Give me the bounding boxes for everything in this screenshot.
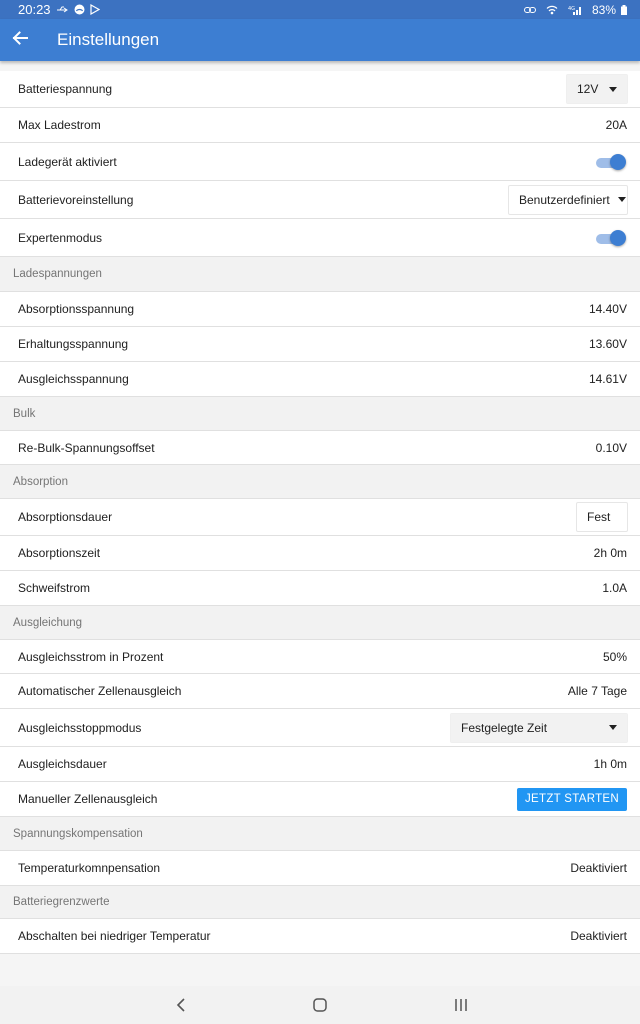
section-header-spannungskompensation: Spannungskompensation bbox=[0, 817, 640, 851]
usb-icon bbox=[57, 6, 69, 14]
hotspot-icon bbox=[546, 5, 558, 15]
row-absorptionszeit[interactable] bbox=[0, 536, 640, 571]
svg-text:4G: 4G bbox=[567, 5, 576, 12]
row-label: Absorptionszeit bbox=[18, 546, 101, 560]
row-batteriespannung bbox=[0, 71, 640, 108]
play-store-icon bbox=[90, 4, 100, 15]
chevron-down-icon bbox=[618, 197, 626, 202]
page-title: Einstellungen bbox=[57, 30, 160, 49]
row-erhaltungsspannung[interactable] bbox=[0, 327, 640, 362]
dropdown-value: Festgelegte Zeit bbox=[461, 720, 548, 735]
ausgleichsstoppmodus-dropdown[interactable] bbox=[450, 713, 628, 743]
row-max-ladestrom[interactable] bbox=[0, 108, 640, 143]
row-value: 50% bbox=[602, 649, 627, 664]
home-nav-icon[interactable] bbox=[310, 995, 330, 1015]
row-value: 14.61V bbox=[588, 372, 627, 386]
row-value: 0.10V bbox=[595, 440, 627, 455]
row-label: Absorptionsdauer bbox=[18, 510, 113, 524]
back-button[interactable] bbox=[0, 19, 40, 61]
expertenmodus-toggle[interactable] bbox=[594, 230, 626, 246]
row-ausgleichsstoppmodus bbox=[0, 709, 640, 747]
row-ausgleichsstrom[interactable] bbox=[0, 640, 640, 674]
row-label: Ausgleichsspannung bbox=[18, 372, 129, 386]
row-label: Batterievoreinstellung bbox=[18, 192, 134, 207]
row-value: 20A bbox=[605, 118, 627, 132]
settings-list bbox=[0, 61, 640, 961]
row-label: Temperaturkomnpensation bbox=[18, 861, 161, 875]
row-label: Expertenmodus bbox=[18, 230, 103, 245]
back-nav-icon[interactable] bbox=[171, 995, 191, 1015]
section-header-ausgleichung: Ausgleichung bbox=[0, 606, 640, 640]
dropdown-value: Fest bbox=[587, 510, 611, 524]
row-label: Automatischer Zellenausgleich bbox=[18, 684, 182, 698]
row-label: Manueller Zellenausgleich bbox=[18, 792, 158, 806]
row-value: 1h 0m bbox=[593, 757, 627, 771]
recents-nav-icon[interactable] bbox=[451, 995, 471, 1015]
row-label: Re-Bulk-Spannungsoffset bbox=[18, 440, 155, 455]
row-batterievoreinstellung bbox=[0, 181, 640, 219]
row-label: Erhaltungsspannung bbox=[18, 337, 129, 351]
row-manueller-zellenausgleich bbox=[0, 782, 640, 817]
battery-icon bbox=[621, 5, 627, 15]
status-time: 20:23 bbox=[18, 2, 51, 17]
row-value: 1.0A bbox=[602, 581, 627, 595]
row-schweifstrom[interactable] bbox=[0, 571, 640, 606]
row-ausgleichsdauer[interactable] bbox=[0, 747, 640, 782]
row-ladegeraet-aktiviert bbox=[0, 143, 640, 181]
row-temperaturkompensation[interactable] bbox=[0, 851, 640, 886]
row-label: Abschalten bei niedriger Temperatur bbox=[18, 929, 211, 943]
section-header-bulk: Bulk bbox=[0, 397, 640, 431]
row-value: Alle 7 Tage bbox=[567, 684, 627, 698]
batteriespannung-dropdown[interactable] bbox=[566, 74, 628, 104]
row-absorptionsdauer bbox=[0, 499, 640, 536]
row-label: Ausgleichsdauer bbox=[18, 757, 107, 771]
section-header-absorption: Absorption bbox=[0, 465, 640, 499]
arrow-back-icon bbox=[12, 30, 28, 51]
4g-signal-icon bbox=[568, 5, 582, 15]
row-value: Deaktiviert bbox=[570, 929, 627, 943]
row-label: Batteriespannung bbox=[18, 82, 113, 96]
ladegeraet-toggle[interactable] bbox=[594, 154, 626, 170]
row-label: Absorptionsspannung bbox=[18, 302, 135, 316]
link-icon bbox=[524, 6, 536, 14]
system-nav-bar bbox=[0, 986, 640, 1024]
row-expertenmodus bbox=[0, 219, 640, 257]
row-label: Ausgleichsstrom in Prozent bbox=[18, 649, 164, 664]
row-automatischer-zellenausgleich[interactable] bbox=[0, 674, 640, 709]
row-value: Deaktiviert bbox=[570, 861, 627, 875]
row-ausgleichsspannung[interactable] bbox=[0, 362, 640, 397]
batterievoreinstellung-dropdown[interactable] bbox=[508, 185, 628, 215]
row-label: Max Ladestrom bbox=[18, 118, 101, 132]
row-label: Schweifstrom bbox=[18, 581, 91, 595]
row-abschalten-niedrige-temperatur[interactable] bbox=[0, 919, 640, 954]
jetzt-starten-button[interactable]: JETZT STARTEN bbox=[517, 788, 627, 811]
chevron-down-icon bbox=[609, 87, 617, 92]
battery-level: 83% bbox=[591, 2, 616, 17]
row-rebulk-spannungsoffset[interactable] bbox=[0, 431, 640, 465]
absorptionsdauer-dropdown[interactable] bbox=[576, 502, 628, 532]
cloud-icon bbox=[74, 4, 85, 15]
section-header-batteriegrenzwerte: Batteriegrenzwerte bbox=[0, 886, 640, 919]
row-label: Ladegerät aktiviert bbox=[18, 154, 117, 169]
row-label: Ausgleichsstoppmodus bbox=[18, 720, 142, 735]
row-value: 2h 0m bbox=[593, 546, 627, 560]
chevron-down-icon bbox=[609, 725, 617, 730]
row-absorptionsspannung[interactable] bbox=[0, 292, 640, 327]
row-value: 14.40V bbox=[588, 302, 627, 316]
row-value: 13.60V bbox=[588, 337, 627, 351]
dropdown-value: Benutzerdefiniert bbox=[519, 192, 610, 207]
app-bar bbox=[0, 19, 640, 61]
section-header-ladespannungen: Ladespannungen bbox=[0, 257, 640, 292]
status-bar bbox=[0, 0, 640, 19]
dropdown-value: 12V bbox=[577, 82, 599, 96]
